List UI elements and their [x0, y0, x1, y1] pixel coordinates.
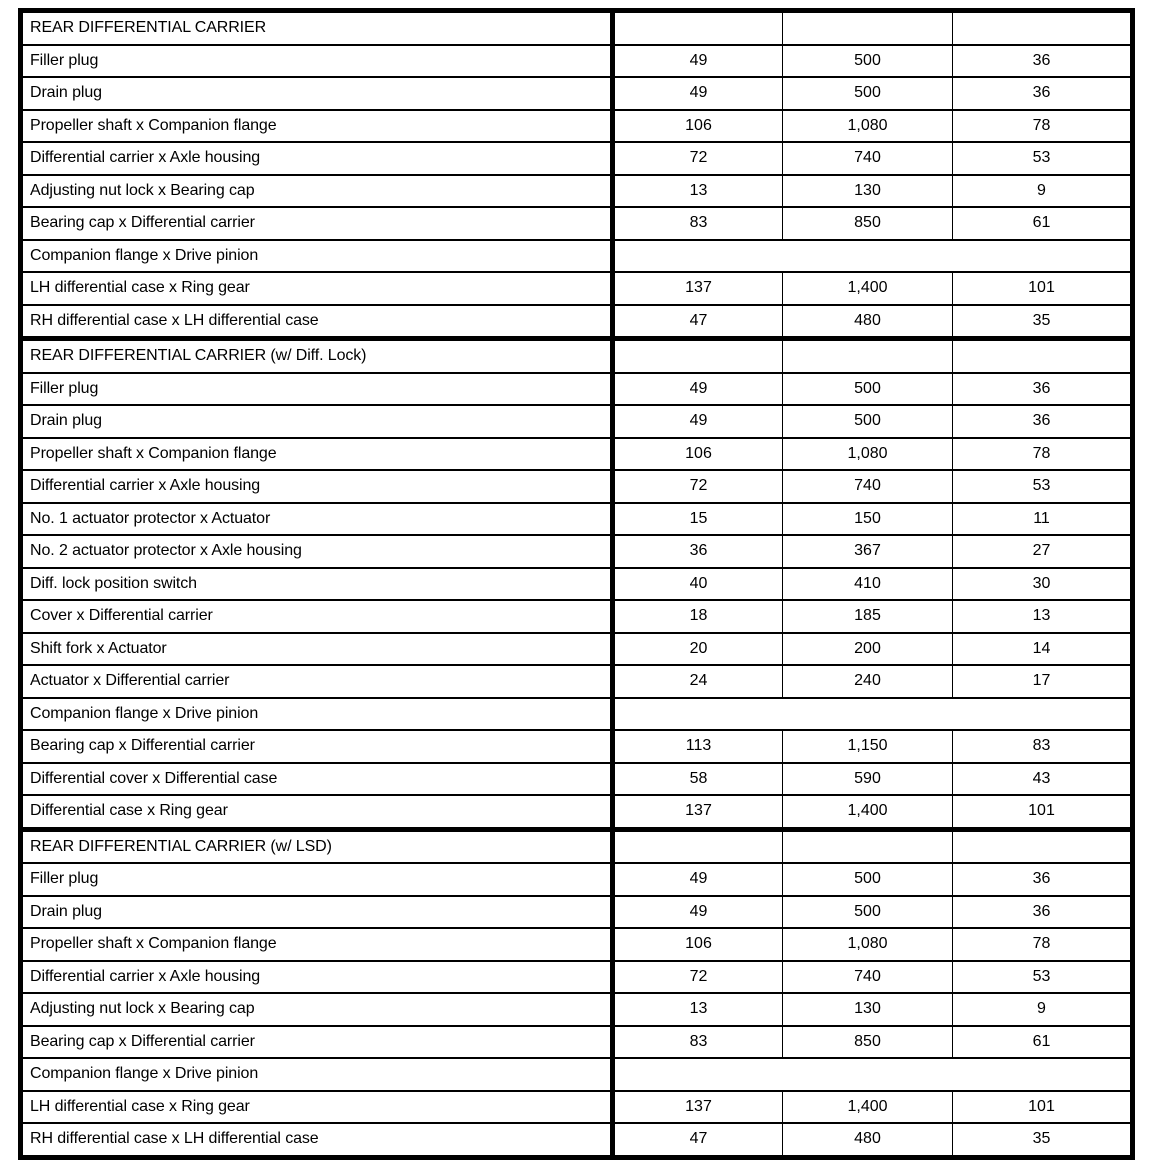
table-row	[21, 795, 1133, 829]
torque-kgf-cm: 1,080	[783, 110, 953, 143]
table-row	[21, 207, 1133, 240]
torque-ft-lbf: 13	[953, 600, 1133, 633]
torque-kgf-cm: 590	[783, 763, 953, 796]
torque-ft-lbf: 61	[953, 1026, 1133, 1059]
torque-nm: 137	[613, 1091, 783, 1124]
part-name: Drain plug	[21, 405, 613, 438]
torque-nm: 13	[613, 175, 783, 208]
torque-kgf-cm: 500	[783, 45, 953, 78]
part-name: Bearing cap x Differential carrier	[21, 730, 613, 763]
part-name: Filler plug	[21, 373, 613, 406]
torque-nm: 58	[613, 763, 783, 796]
torque-nm: 106	[613, 110, 783, 143]
torque-ft-lbf: 36	[953, 863, 1133, 896]
torque-nm: 83	[613, 207, 783, 240]
empty-cell-kgf-cm	[783, 11, 953, 45]
torque-ft-lbf: 27	[953, 535, 1133, 568]
torque-nm: 106	[613, 438, 783, 471]
part-name: LH differential case x Ring gear	[21, 1091, 613, 1124]
section-title: REAR DIFFERENTIAL CARRIER (w/ LSD)	[21, 829, 613, 863]
part-name: LH differential case x Ring gear	[21, 272, 613, 305]
torque-kgf-cm: 500	[783, 863, 953, 896]
part-name: Drain plug	[21, 896, 613, 929]
table-row	[21, 142, 1133, 175]
part-name: Actuator x Differential carrier	[21, 665, 613, 698]
blank-value-cell	[613, 240, 1133, 273]
table-row	[21, 470, 1133, 503]
torque-kgf-cm: 850	[783, 1026, 953, 1059]
torque-ft-lbf: 61	[953, 207, 1133, 240]
empty-cell-nm	[613, 829, 783, 863]
torque-ft-lbf: 43	[953, 763, 1133, 796]
table-row	[21, 993, 1133, 1026]
torque-kgf-cm: 130	[783, 175, 953, 208]
torque-ft-lbf: 9	[953, 993, 1133, 1026]
table-row	[21, 698, 1133, 731]
part-name: Propeller shaft x Companion flange	[21, 438, 613, 471]
section-header-row	[21, 829, 1133, 863]
table-row	[21, 535, 1133, 568]
part-name: Bearing cap x Differential carrier	[21, 207, 613, 240]
torque-kgf-cm: 740	[783, 470, 953, 503]
table-row	[21, 45, 1133, 78]
torque-nm: 72	[613, 142, 783, 175]
torque-nm: 24	[613, 665, 783, 698]
part-name: Filler plug	[21, 45, 613, 78]
torque-nm: 49	[613, 45, 783, 78]
torque-ft-lbf: 53	[953, 961, 1133, 994]
torque-kgf-cm: 500	[783, 896, 953, 929]
part-name: Differential cover x Differential case	[21, 763, 613, 796]
empty-cell-ft-lbf	[953, 339, 1133, 373]
torque-kgf-cm: 740	[783, 142, 953, 175]
torque-nm: 36	[613, 535, 783, 568]
table-row	[21, 77, 1133, 110]
torque-nm: 113	[613, 730, 783, 763]
torque-kgf-cm: 740	[783, 961, 953, 994]
table-row	[21, 1058, 1133, 1091]
torque-ft-lbf: 53	[953, 142, 1133, 175]
torque-kgf-cm: 480	[783, 1123, 953, 1157]
part-name: Adjusting nut lock x Bearing cap	[21, 993, 613, 1026]
part-name: Companion flange x Drive pinion	[21, 1058, 613, 1091]
part-name: Bearing cap x Differential carrier	[21, 1026, 613, 1059]
part-name: Cover x Differential carrier	[21, 600, 613, 633]
torque-kgf-cm: 1,080	[783, 438, 953, 471]
part-name: Adjusting nut lock x Bearing cap	[21, 175, 613, 208]
torque-kgf-cm: 367	[783, 535, 953, 568]
torque-kgf-cm: 150	[783, 503, 953, 536]
torque-ft-lbf: 11	[953, 503, 1133, 536]
blank-value-cell	[613, 1058, 1133, 1091]
torque-nm: 83	[613, 1026, 783, 1059]
empty-cell-ft-lbf	[953, 11, 1133, 45]
table-row	[21, 110, 1133, 143]
torque-ft-lbf: 17	[953, 665, 1133, 698]
part-name: No. 1 actuator protector x Actuator	[21, 503, 613, 536]
torque-nm: 20	[613, 633, 783, 666]
torque-kgf-cm: 200	[783, 633, 953, 666]
torque-nm: 40	[613, 568, 783, 601]
empty-cell-ft-lbf	[953, 829, 1133, 863]
torque-kgf-cm: 1,080	[783, 928, 953, 961]
torque-kgf-cm: 850	[783, 207, 953, 240]
torque-nm: 47	[613, 305, 783, 339]
torque-ft-lbf: 78	[953, 438, 1133, 471]
torque-ft-lbf: 101	[953, 272, 1133, 305]
part-name: Filler plug	[21, 863, 613, 896]
part-name: Propeller shaft x Companion flange	[21, 928, 613, 961]
torque-kgf-cm: 1,400	[783, 795, 953, 829]
torque-nm: 15	[613, 503, 783, 536]
section-header-row	[21, 339, 1133, 373]
torque-nm: 49	[613, 896, 783, 929]
empty-cell-nm	[613, 11, 783, 45]
table-row	[21, 1123, 1133, 1157]
table-row	[21, 405, 1133, 438]
torque-ft-lbf: 83	[953, 730, 1133, 763]
table-row	[21, 730, 1133, 763]
torque-nm: 72	[613, 961, 783, 994]
torque-ft-lbf: 36	[953, 896, 1133, 929]
torque-kgf-cm: 1,150	[783, 730, 953, 763]
table-row	[21, 633, 1133, 666]
part-name: Differential case x Ring gear	[21, 795, 613, 829]
part-name: Shift fork x Actuator	[21, 633, 613, 666]
torque-kgf-cm: 130	[783, 993, 953, 1026]
empty-cell-kgf-cm	[783, 339, 953, 373]
torque-kgf-cm: 1,400	[783, 272, 953, 305]
torque-kgf-cm: 480	[783, 305, 953, 339]
part-name: No. 2 actuator protector x Axle housing	[21, 535, 613, 568]
part-name: Differential carrier x Axle housing	[21, 142, 613, 175]
torque-ft-lbf: 101	[953, 795, 1133, 829]
torque-ft-lbf: 36	[953, 77, 1133, 110]
table-row	[21, 503, 1133, 536]
part-name: RH differential case x LH differential case	[21, 305, 613, 339]
torque-ft-lbf: 36	[953, 405, 1133, 438]
torque-ft-lbf: 35	[953, 1123, 1133, 1157]
part-name: Companion flange x Drive pinion	[21, 698, 613, 731]
blank-value-cell	[613, 698, 1133, 731]
torque-nm: 106	[613, 928, 783, 961]
section-title: REAR DIFFERENTIAL CARRIER	[21, 11, 613, 45]
torque-kgf-cm: 240	[783, 665, 953, 698]
torque-nm: 72	[613, 470, 783, 503]
part-name: Differential carrier x Axle housing	[21, 961, 613, 994]
table-row	[21, 665, 1133, 698]
table-row	[21, 763, 1133, 796]
torque-nm: 49	[613, 405, 783, 438]
table-row	[21, 240, 1133, 273]
torque-ft-lbf: 36	[953, 45, 1133, 78]
table-row	[21, 438, 1133, 471]
torque-kgf-cm: 500	[783, 405, 953, 438]
torque-ft-lbf: 78	[953, 928, 1133, 961]
section-title: REAR DIFFERENTIAL CARRIER (w/ Diff. Lock)	[21, 339, 613, 373]
table-row	[21, 896, 1133, 929]
torque-nm: 49	[613, 373, 783, 406]
table-row	[21, 600, 1133, 633]
torque-kgf-cm: 500	[783, 77, 953, 110]
table-row	[21, 175, 1133, 208]
torque-spec-table	[18, 8, 1135, 1160]
torque-nm: 18	[613, 600, 783, 633]
section-header-row	[21, 11, 1133, 45]
torque-nm: 137	[613, 272, 783, 305]
torque-nm: 13	[613, 993, 783, 1026]
torque-ft-lbf: 30	[953, 568, 1133, 601]
torque-kgf-cm: 185	[783, 600, 953, 633]
part-name: Propeller shaft x Companion flange	[21, 110, 613, 143]
torque-kgf-cm: 1,400	[783, 1091, 953, 1124]
empty-cell-nm	[613, 339, 783, 373]
table-row	[21, 1091, 1133, 1124]
torque-ft-lbf: 9	[953, 175, 1133, 208]
torque-kgf-cm: 500	[783, 373, 953, 406]
torque-kgf-cm: 410	[783, 568, 953, 601]
part-name: RH differential case x LH differential case	[21, 1123, 613, 1157]
torque-nm: 49	[613, 863, 783, 896]
empty-cell-kgf-cm	[783, 829, 953, 863]
table-row	[21, 568, 1133, 601]
torque-nm: 47	[613, 1123, 783, 1157]
table-row	[21, 272, 1133, 305]
table-row	[21, 961, 1133, 994]
torque-nm: 137	[613, 795, 783, 829]
torque-ft-lbf: 35	[953, 305, 1133, 339]
part-name: Differential carrier x Axle housing	[21, 470, 613, 503]
part-name: Diff. lock position switch	[21, 568, 613, 601]
table-row	[21, 863, 1133, 896]
torque-ft-lbf: 78	[953, 110, 1133, 143]
table-row	[21, 928, 1133, 961]
torque-ft-lbf: 14	[953, 633, 1133, 666]
part-name: Companion flange x Drive pinion	[21, 240, 613, 273]
table-row	[21, 305, 1133, 339]
torque-nm: 49	[613, 77, 783, 110]
table-row	[21, 373, 1133, 406]
table-row	[21, 1026, 1133, 1059]
torque-ft-lbf: 53	[953, 470, 1133, 503]
torque-ft-lbf: 36	[953, 373, 1133, 406]
part-name: Drain plug	[21, 77, 613, 110]
torque-ft-lbf: 101	[953, 1091, 1133, 1124]
